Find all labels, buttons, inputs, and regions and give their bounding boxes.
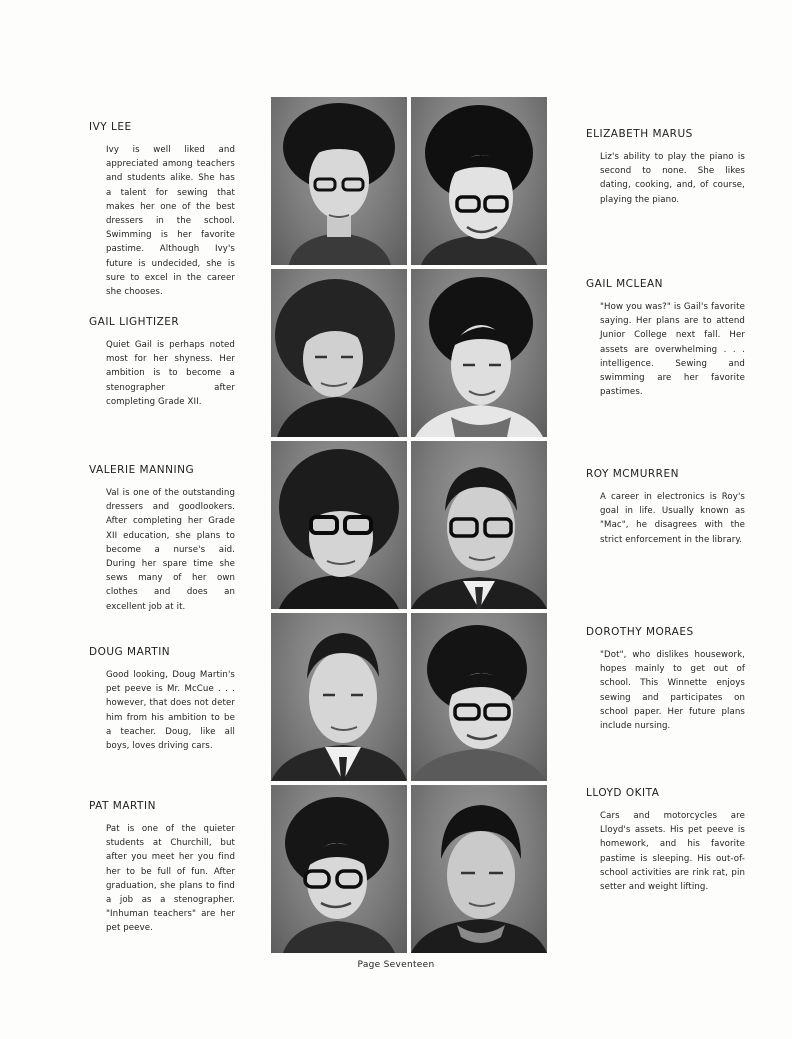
portrait-illustration	[411, 613, 547, 781]
portrait-illustration	[271, 441, 407, 609]
bio-doug-martin	[89, 646, 235, 753]
portrait-grid	[271, 97, 550, 945]
student-bio: Good looking, Doug Martin's pet peeve is Mr. McCue . . . however, that does not deter him from his ambition to be a teacher. Doug, like all boys, loves driving cars.	[106, 670, 235, 752]
student-name: DOUG MARTIN	[89, 646, 171, 658]
portrait-illustration	[271, 97, 407, 265]
bio-roy-mcmurren	[586, 468, 745, 547]
bio-lloyd-okita	[586, 787, 745, 894]
portrait-pat-martin	[271, 785, 407, 953]
student-bio: "Dot", who dislikes housework, hopes mainly to get out of school. This Winnette enjoys sewing and participates on school paper. Her future plans include nursing.	[600, 650, 745, 732]
portrait-illustration	[411, 785, 547, 953]
student-name: DOROTHY MORAES	[586, 626, 694, 638]
student-name: ROY MCMURREN	[586, 468, 679, 480]
portrait-illustration	[411, 269, 547, 437]
portrait-illustration	[411, 97, 547, 265]
student-bio: "How you was?" is Gail's favorite saying. Her plans are to attend Junior College next fall. Her assets are overwhelming . . . intelligence. Sewing and swimming are her favorite pastimes.	[600, 302, 745, 398]
bio-elizabeth-marus	[586, 128, 745, 207]
student-bio: Val is one of the outstanding dressers and goodlookers. After completing her Grade XII education, she plans to become a nurse's aid. During her spare time she sews many of her own clothes and does an excellent job at it.	[106, 488, 235, 612]
portrait-gail-lightizer	[271, 269, 407, 437]
portrait-illustration	[271, 785, 407, 953]
portrait-ivy-lee	[271, 97, 407, 265]
student-bio: Ivy is well liked and appreciated among teachers and students alike. She has a talent for sewing that makes her one of the best dressers in the school. Swimming is her favorite pastime. Although Ivy's future is undecided, she is sure to excel in the career she chooses.	[106, 145, 235, 298]
portrait-roy-mcmurren	[411, 441, 547, 609]
page-number: Page Seventeen	[357, 960, 435, 970]
student-name: LLOYD OKITA	[586, 787, 660, 799]
portrait-illustration	[411, 441, 547, 609]
portrait-lloyd-okita	[411, 785, 547, 953]
portrait-illustration	[271, 269, 407, 437]
portrait-gail-mclean	[411, 269, 547, 437]
portrait-dorothy-moraes	[411, 613, 547, 781]
bio-gail-lightizer	[89, 316, 235, 409]
student-name: VALERIE MANNING	[89, 464, 195, 476]
student-bio: Quiet Gail is perhaps noted most for her shyness. Her ambition is to become a stenographer after completing Grade XII.	[106, 340, 235, 407]
bio-dorothy-moraes	[586, 626, 745, 733]
student-name: PAT MARTIN	[89, 800, 156, 812]
student-name: ELIZABETH MARUS	[586, 128, 693, 140]
bio-ivy-lee	[89, 121, 235, 299]
portrait-valerie-manning	[271, 441, 407, 609]
portrait-illustration	[271, 613, 407, 781]
student-bio: Pat is one of the quieter students at Churchill, but after you meet her you find her to be full of fun. After graduation, she plans to find a job as a stenographer. "Inhuman teachers" are her pet peeve.	[106, 824, 235, 934]
portrait-doug-martin	[271, 613, 407, 781]
student-name: GAIL LIGHTIZER	[89, 316, 180, 328]
bio-pat-martin	[89, 800, 235, 936]
student-name: GAIL MCLEAN	[586, 278, 664, 290]
student-bio: Liz's ability to play the piano is second to none. She likes dating, cooking, and, of course, playing the piano.	[600, 152, 745, 205]
bio-valerie-manning	[89, 464, 235, 614]
bio-gail-mclean	[586, 278, 745, 399]
student-name: IVY LEE	[89, 121, 132, 133]
student-bio: Cars and motorcycles are Lloyd's assets. His pet peeve is homework, and his favorite pastime is sleeping. His out-of-school activities are rink rat, pin setter and weight lifting.	[600, 811, 745, 893]
portrait-elizabeth-marus	[411, 97, 547, 265]
student-bio: A career in electronics is Roy's goal in life. Usually known as "Mac", he disagrees with the strict enforcement in the library.	[600, 492, 745, 545]
